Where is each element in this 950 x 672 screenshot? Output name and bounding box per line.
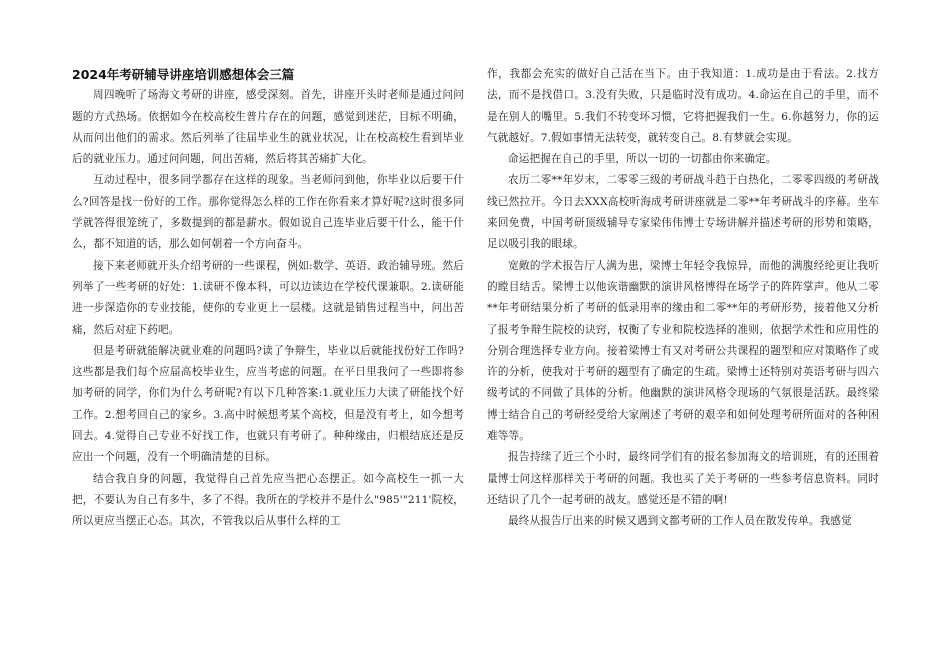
paragraph: 报告持续了近三个小时，最终同学们有的报名参加海文的培训班，有的还围着量博士问这样那样关于考研的问题。我也买了关于考研的一些参考信息资料。同时还结识了几个一起考研的战友。感觉还是不错的啊!: [487, 451, 879, 506]
paragraph: 接下来老师就开头介绍考研的一些课程，例如:数学、英语、政治辅导班。然后列举了一些考研的好处：1.读研不像本科，可以边读边在学校代课兼职。2.读研能进一步深造你的专业技能，使你的专业更上一层楼。这就是销售过程当中，问出苦痛，然后对症下药吧。: [72, 259, 464, 336]
paragraph: 但是考研就能解决就业难的问题吗?读了争辩生，毕业以后就能找份好工作吗?这些都是我们每个应届高校毕业生，应当考虑的问题。在平日里我问了一些即将参加考研的同学，你们为什么考研呢?有以下几种答案:1.就业压力大读了研能找个好工作。2.想考回自己的家乡。3.高中时候想考某个高校，但是没有考上，如今想考回去。4.觉得自己专业不好找工作，也就只有考研了。种种缘由，归根结底还是反应出一个问题，没有一个明确清楚的目标。: [72, 344, 464, 464]
paragraph: 农历二零**年岁末，二零零三级的考研战斗趋于白热化，二零零四级的考研战线已然拉开。今日去XXX高校听海成考研讲座就是二零**年考研战斗的序幕。坐车来回免费，中国考研顶级辅导专家梁伟伟博士专场讲解并描述考研的形势和策略，足以吸引我的眼球。: [487, 174, 879, 251]
paragraph: 命运把握在自己的手里，所以一切的一切都由你来确定。: [508, 153, 777, 166]
paragraph: 周四晚听了场海文考研的讲座，感受深刻。首先，讲座开头时老师是通过问问题的方式热场。依据如今在校高校生普片存在的问题，感觉到迷茫，目标不明确，从而问出他们的需求。然后列举了往届毕业生的就业状况，让在校高校生看到毕业后的就业压力。通过问问题，问出苦痛，然后将其苦痛扩大化。: [72, 89, 464, 166]
paragraph: 最终从报告厅出来的时候又遇到文都考研的工作人员在散发传单。我感觉: [508, 515, 852, 528]
paragraph: 互动过程中，很多同学都存在这样的现象。当老师问到他，你毕业以后要干什么?回答是找一份好的工作。那你觉得怎么样的工作在你看来才算好呢?这时很多同学就答得很笼统了，多数提到的都是薪水。假如说自己连毕业后要干什么，能干什么，都不知道的话，那么如何朝着一个方向奋斗。: [72, 174, 464, 251]
paragraph-continuation: 作，我都会充实的做好自己活在当下。由于我知道：1.成功是由于看法。2.找方法，而不是找借口。3.没有失败，只是临时没有成功。4.命运在自己的手里，而不是在别人的嘴里。5.我们不转变坏习惯，它将把握我们一生。6.你越努力，你的运气就越好。7.假如事情无法转变，就转变自己。8.有梦就会实现。: [487, 68, 879, 144]
paragraph: 结合我自身的问题，我觉得自己首先应当把心态摆正。如今高校生一抓一大把，不要认为自己有多牛，多了不得。我所在的学校并不是什么"985'"211'院校，所以更应当摆正心态。其次，不管我以后从事什么样的工: [72, 472, 464, 528]
document-title: 2024年考研辅导讲座培训感想体会三篇: [72, 67, 295, 82]
right-column: [487, 64, 879, 533]
left-column: [72, 64, 464, 533]
paragraph: 宽敞的学术报告厅人满为患，梁博士年轻令我惊异，而他的满腹经纶更让我听的瞠目结舌。梁博士以他诙谐幽默的演讲风格博得在场学子的阵阵掌声。他从二零**年考研结果分析了考研的低录用率的缘由和二零**年的考研形势，接着他又分析了报考争辩生院校的诀窍，权衡了专业和院校选择的准则，依据学术性和应用性的分别合理选择专业方向。接着梁博士有又对考研公共课程的题型和应对策略作了或许的分析，使我对于考研的题型有了确定的生疏。梁博士还特别对英语考研与四六级考试的不同做了具体的分析。他幽默的演讲风格令现场的气氛很是活跃。最终梁博士结合自己的考研经受给大家阐述了考研的艰辛和如何处理考研所面对的各种困难等等。: [487, 259, 879, 443]
